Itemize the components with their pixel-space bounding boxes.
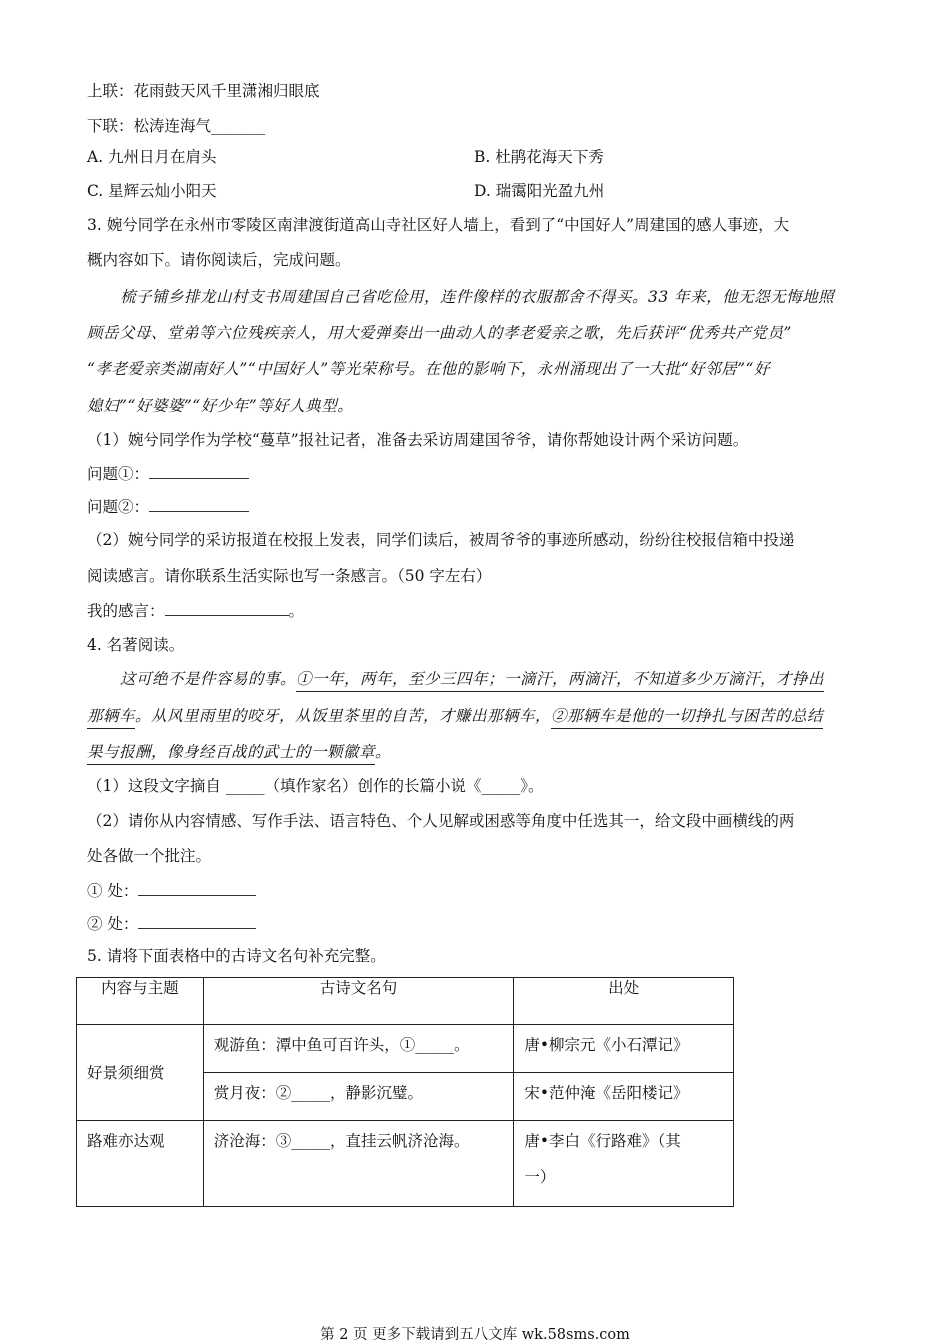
couplet-lower xyxy=(87,116,265,136)
option-a: A. 九州日月在肩头 xyxy=(87,148,217,166)
q4-place1-label: ① 处： xyxy=(87,882,139,900)
header-theme: 内容与主题 xyxy=(77,978,204,1025)
q4-sub1: （1）这段文字摘自 _____（填作家名）创作的长篇小说《_____》。 xyxy=(87,777,544,795)
q4-place1-blank[interactable] xyxy=(138,881,256,896)
q4-sub2-line2: 处各做一个批注。 xyxy=(87,847,212,865)
poem-table xyxy=(76,977,734,1207)
q3-passage-line3: “孝老爱亲类湖南好人”“中国好人”等光荣称号。在他的影响下，永州涌现出了一大批“好邻居”“好 xyxy=(87,360,770,378)
q3-question1-blank[interactable] xyxy=(149,464,249,479)
q3-feeling-blank[interactable] xyxy=(165,601,289,616)
q4-place2-label: ② 处： xyxy=(87,915,139,933)
q4-title: 4. 名著阅读。 xyxy=(87,636,185,654)
q3-question2-row xyxy=(87,497,249,517)
option-d: D. 瑞霭阳光盈九州 xyxy=(474,182,605,200)
q4-place2-row xyxy=(87,914,256,934)
option-b: B. 杜鹃花海天下秀 xyxy=(474,148,604,166)
table-row xyxy=(77,1121,734,1207)
q3-question2-label: 问题②： xyxy=(87,498,150,516)
poem-line-cell: 赏月夜：②_____，静影沉璧。 xyxy=(203,1073,514,1121)
q4-passage-line3 xyxy=(87,742,391,762)
q3-intro-line2: 概内容如下。请你阅读后，完成问题。 xyxy=(87,251,351,269)
theme-cell: 路难亦达观 xyxy=(77,1121,204,1207)
q4-p3-underlined: 果与报酬，像身经百战的武士的一颗徽章 xyxy=(87,743,375,765)
table-row xyxy=(77,1025,734,1073)
q4-passage-line2 xyxy=(87,706,823,726)
q3-sub2-line1: （2）婉兮同学的采访报道在校报上发表，同学们读后，被周爷爷的事迹所感动，纷纷往校报信箱中投递 xyxy=(87,531,795,549)
q3-sub1: （1）婉兮同学作为学校“蔓草”报社记者，准备去采访周建国爷爷，请你帮她设计两个采访问题。 xyxy=(87,431,749,449)
q4-p2-underlined-2: ②那辆车是他的一切挣扎与困苦的总结 xyxy=(551,707,823,729)
q4-p2-plain: 。从风里雨里的咬牙，从饭里茶里的自苦，才赚出那辆车， xyxy=(135,707,552,725)
q3-intro-line1: 3. 婉兮同学在永州市零陵区南津渡街道高山寺社区好人墙上，看到了“中国好人”周建国的感人事迹，大 xyxy=(87,216,790,234)
option-c: C. 星辉云灿小阳天 xyxy=(87,182,217,200)
source-cell: 唐•柳宗元《小石潭记》 xyxy=(514,1025,734,1073)
table-header-row xyxy=(77,978,734,1025)
header-line: 古诗文名句 xyxy=(203,978,514,1025)
couplet-lower-blank: _______ xyxy=(211,117,266,135)
q4-p1-plain: 这可绝不是件容易的事。 xyxy=(120,670,297,688)
q3-question2-blank[interactable] xyxy=(149,497,249,512)
q3-passage-line2: 顾岳父母、堂弟等六位残疾亲人，用大爱弹奏出一曲动人的孝老爱亲之歌，先后获评“优秀共产党员” xyxy=(87,324,792,342)
source-cell xyxy=(514,1121,734,1207)
q4-sub2-line1: （2）请你从内容情感、写作手法、语言特色、个人见解或困惑等角度中任选其一，给文段中画横线的两 xyxy=(87,812,795,830)
couplet-upper: 上联：花雨鼓天风千里潇湘归眼底 xyxy=(87,82,320,100)
page-footer: 第 2 页 更多下载请到五八文库 wk.58sms.com xyxy=(320,1327,630,1343)
source-line1: 唐•李白《行路难》（其 xyxy=(524,1132,681,1150)
header-source: 出处 xyxy=(514,978,734,1025)
q3-question1-row xyxy=(87,464,249,484)
poem-line-cell: 济沧海：③_____，直挂云帆济沧海。 xyxy=(203,1121,514,1207)
q3-feeling-end: 。 xyxy=(288,602,305,620)
source-line2: 一） xyxy=(524,1168,556,1186)
q4-p2-underlined: 那辆车 xyxy=(87,707,135,729)
q4-place1-row xyxy=(87,881,256,901)
q4-p3-plain: 。 xyxy=(375,743,392,761)
theme-cell: 好景须细赏 xyxy=(77,1025,204,1121)
q4-p1-underlined: ①一年，两年，至少三四年；一滴汗，两滴汗，不知道多少万滴汗，才挣出 xyxy=(296,670,824,692)
q3-feeling-row xyxy=(87,601,304,621)
q4-passage-line1 xyxy=(120,669,824,689)
source-cell: 宋•范仲淹《岳阳楼记》 xyxy=(514,1073,734,1121)
poem-line-cell: 观游鱼：潭中鱼可百许头，①_____。 xyxy=(203,1025,514,1073)
couplet-lower-prefix: 下联：松涛连海气 xyxy=(87,117,212,135)
q3-feeling-label: 我的感言： xyxy=(87,602,165,620)
q3-sub2-line2: 阅读感言。请你联系生活实际也写一条感言。（50 字左右） xyxy=(87,567,492,585)
q4-place2-blank[interactable] xyxy=(138,914,256,929)
q5-title: 5. 请将下面表格中的古诗文名句补充完整。 xyxy=(87,947,386,965)
q3-passage-line4: 媳妇”“好婆婆”“好少年”等好人典型。 xyxy=(87,397,354,415)
q3-passage-line1: 梳子铺乡排龙山村支书周建国自己省吃俭用，连件像样的衣服都舍不得买。33 年来，他无怨无悔地照 xyxy=(120,288,835,306)
q3-question1-label: 问题①： xyxy=(87,465,150,483)
